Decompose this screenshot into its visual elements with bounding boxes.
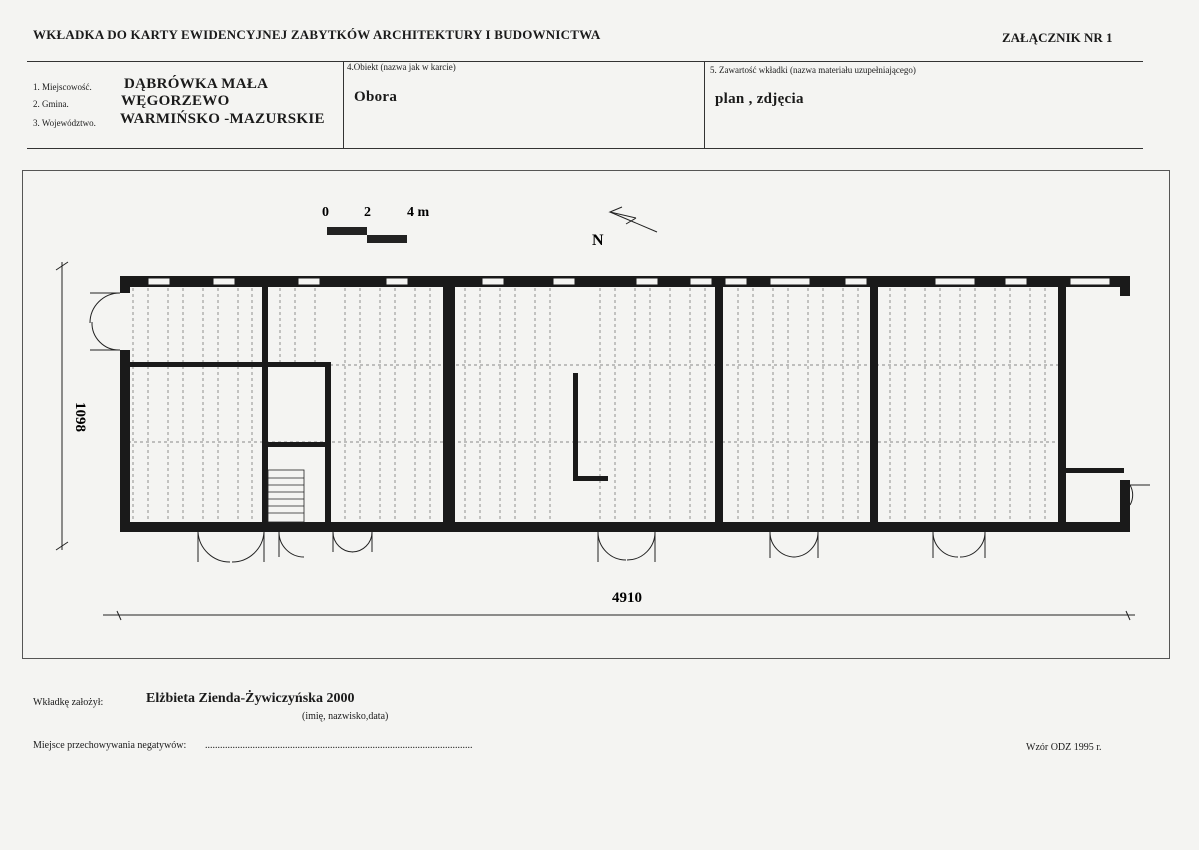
north-arrow-icon: [610, 207, 657, 232]
scale-label-2: 2: [364, 205, 371, 220]
north-label: N: [592, 232, 604, 249]
voivodeship-label: 3. Województwo.: [33, 118, 96, 128]
scale-label-0: 0: [322, 205, 329, 220]
locality-value: DĄBRÓWKA MAŁA: [124, 76, 269, 92]
building-walls: [120, 276, 1130, 532]
locality-label: 1. Miejscowość.: [33, 82, 92, 92]
scale-label-4: 4 m: [407, 205, 430, 220]
scale-bar-segment-1: [327, 227, 367, 235]
commune-label: 2. Gmina.: [33, 99, 69, 109]
form-template: Wzór ODZ 1995 r.: [1026, 742, 1102, 753]
storage-dots: ...........................................................................................................: [205, 740, 473, 751]
voivodeship-value: WARMIŃSKO -MAZURSKIE: [120, 111, 325, 127]
contents-value: plan , zdjęcia: [715, 91, 804, 107]
doors: [90, 293, 1150, 562]
author-label: Wkładkę założył:: [33, 697, 104, 708]
contents-label: 5. Zawartość wkładki (nazwa materiału uzupełniającego): [710, 65, 916, 75]
width-dimension: 4910: [612, 590, 642, 606]
staircase: [268, 470, 304, 522]
height-dimension: 1098: [72, 402, 88, 432]
object-value: Obora: [354, 89, 398, 105]
author-value: Elżbieta Zienda-Żywiczyńska 2000: [146, 691, 355, 706]
storage-label: Miejsce przechowywania negatywów:: [33, 740, 187, 751]
annex-number: ZAŁĄCZNIK NR 1: [1002, 30, 1113, 45]
object-label: 4.Obiekt (nazwa jak w karcie): [347, 62, 456, 72]
form-title: WKŁADKA DO KARTY EWIDENCYJNEJ ZABYTKÓW ARCHITEKTURY I BUDOWNICTWA: [33, 27, 601, 42]
commune-value: WĘGORZEWO: [121, 93, 230, 109]
scale-bar-segment-2: [367, 235, 407, 243]
author-hint: (imię, nazwisko,data): [302, 711, 389, 722]
